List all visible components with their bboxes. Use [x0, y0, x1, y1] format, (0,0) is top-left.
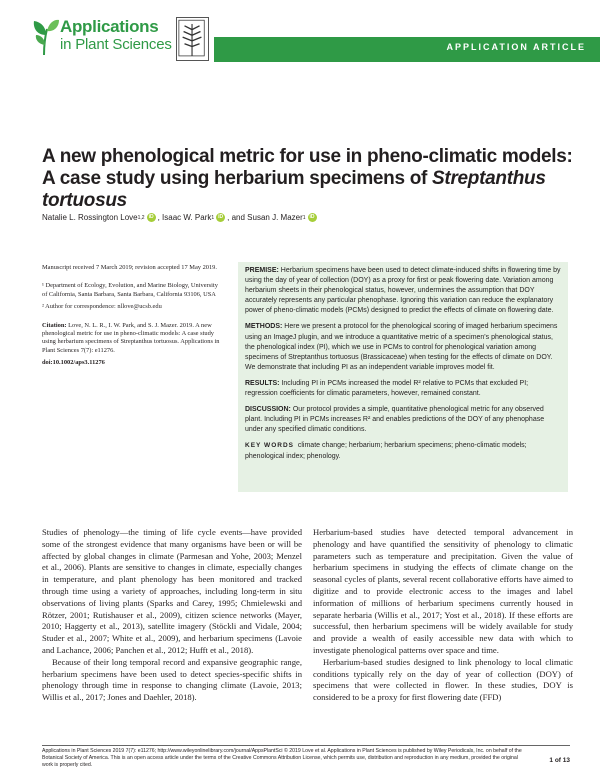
doi[interactable]: [42, 359, 220, 367]
journal-logo: [30, 15, 170, 61]
article-title: [42, 146, 582, 212]
premise-text: Herbarium specimens have been used to detect climate-induced shifts in flowering time by using the day of year of collection (DOY) as a proxy for first or peak flowering date. Variation among herbarium sheets in their phenological status, however, undermines the assumption that DOY accurately represents any particular phenophase. Ignoring this variation can reduce the explanatory power of pheno-climatic models (PCMs) designed to predict the effects of climate on flowering date.: [245, 267, 561, 315]
abstract-premise: [245, 266, 561, 316]
title-species-genus: Streptanthus: [432, 168, 546, 189]
abstract-discussion: [245, 405, 561, 435]
author-1-affil: 1,2: [137, 214, 145, 221]
page-number: 1 of 13: [549, 757, 570, 764]
leaf-logo-icon: [30, 17, 60, 57]
article-type-bar: [214, 37, 600, 62]
author-3-affil: 1: [302, 214, 306, 221]
correspondence: ² Author for correspondence: nllove@ucsb.edu: [42, 303, 162, 311]
results-label: RESULTS:: [245, 379, 280, 387]
author-1: Natalie L. Rossington Love: [42, 213, 138, 222]
keywords-text: climate change; herbarium; herbarium specimens; pheno-climatic models; phenological index; phenology.: [245, 442, 527, 460]
society-seal-icon: [176, 17, 209, 61]
abstract-box: [238, 262, 568, 492]
footer-license: Applications in Plant Sciences 2019 7(7): e11276; http://www.wileyonlinelibrary.com/journal/AppsPlantSci © 2019 Love et al. Applications in Plant Sciences is published by Wiley Periodicals, Inc. on behalf of the Botanical Society of America. This is an open access article under the terms of the Creative Commons Attribution License, which permits use, distribution and reproduction in any medium, provided the original work is properly cited.: [42, 748, 522, 769]
journal-name-line2: in Plant Sciences: [60, 36, 172, 53]
front-matter: [42, 264, 220, 372]
journal-name-line1: Applications: [60, 17, 159, 36]
abstract-methods: [245, 322, 561, 372]
orcid-icon[interactable]: iD: [148, 214, 154, 220]
paragraph: Herbarium-based studies designed to link phenology to local climatic conditions typically rely on the day of year of collection (DOY) of specimens that were collected in flower. In these studies, DOY is considered to be a proxy for first flowering date (FFD): [313, 656, 573, 703]
author-3: , and Susan J. Mazer: [227, 213, 303, 222]
paragraph: Herbarium-based studies have detected temporal advancement in phenology and have quantified the sensitivity of phenology to climatic parameters such as temperature and precipitation. Given the value of herbarium specimens in studying the effects of climate change on the seasonal cycles of plants, several recent collaborative efforts have aimed to digitize and to provide electronic access to the images and label information of millions of herbarium specimens currently housed in separate herbaria (Willis et al., 2017; Yost et al., 2018). If these efforts are successful, then herbarium specimens will be widely available for study and provide a wealth of easily accessible new data with which to investigate phenological patterns over space and time.: [313, 527, 573, 655]
citation: [42, 322, 220, 356]
paragraph: Because of their long temporal record and expansive geographic range, herbarium specimens have been used to detect species-specific shifts in phenology through time in response to changing climate (Lavoie, 2013; Willis et al., 2017; Jones and Daehler, 2018).: [42, 656, 302, 703]
title-species-epithet: tortuosus: [42, 190, 127, 211]
premise-label: PREMISE:: [245, 267, 279, 274]
author-2: , Isaac W. Park: [157, 213, 212, 222]
orcid-icon[interactable]: iD: [309, 214, 315, 220]
title-line2: A case study using herbarium specimens of: [42, 168, 433, 189]
discussion-label: DISCUSSION:: [245, 406, 291, 414]
body-column-right: [313, 527, 573, 704]
author-list: [42, 213, 582, 222]
footer-divider: [42, 745, 570, 746]
citation-text: Love, N. L. R., I. W. Park, and S. J. Mazer. 2019. A new phenological metric for use in pheno-climatic models: A case study using herbarium specimens of Streptanthus tortuosus. Applications in Plant Sciences 7(7): e11276.: [42, 321, 220, 354]
article-type-label: APPLICATION ARTICLE: [446, 42, 586, 52]
title-line1: A new phenological metric for use in pheno-climatic models:: [42, 146, 573, 167]
author-2-affil: 1: [211, 214, 215, 221]
orcid-icon[interactable]: iD: [218, 214, 224, 220]
affiliation: ¹ Department of Ecology, Evolution, and Marine Biology, University of California, Santa Barbara, Santa Barbara, California 93106, USA: [42, 282, 218, 298]
methods-text: Here we present a protocol for the phenological scoring of imaged herbarium specimens using an ImageJ plugin, and we introduce a quantitative metric of a specimen's phenological status, the phenological index (PI), which we use in PCMs to control for phenological variation among specimens of Streptanthus tortuosus (Brassicaceae) when testing for the effects of climate on DOY. We demonstrate that including PI as an independent variable improves model fit.: [245, 323, 558, 371]
keywords: [245, 441, 561, 461]
fern-icon: [177, 18, 208, 60]
abstract-results: [245, 379, 561, 399]
paragraph: Studies of phenology—the timing of life cycle events—have provided some of the strongest evidence that many organisms have been or will be affected by global changes in climate (Parmesan and Yohe, 2003; Menzel et al., 2006). Plants are sensitive to changes in climate, especially changes in temperature, and plant phenology has been monitored and tracked through time using a variety of approaches, including long-term in situ observations of living plants (Sparks and Carey, 1995; Chmielewski and Rötzer, 2001; Rutishauser et al., 2009), citizen science networks (Mayer, 2010; Haggerty et al., 2013), satellite imagery (Stöckli and Vidale, 2004; Studer et al., 2007; White et al., 2009), and herbarium specimens (Lavoie and Lachance, 2006; Panchen et al., 2012; Hufft et al., 2018).: [42, 527, 302, 655]
body-column-left: [42, 527, 302, 704]
doi-text[interactable]: doi:10.1002/aps3.11276: [42, 359, 105, 367]
results-text: Including PI in PCMs increased the model R² relative to PCMs that excluded PI; regression coefficients for climatic parameters, however, remained constant.: [245, 379, 529, 398]
manuscript-dates: Manuscript received 7 March 2019; revision accepted 17 May 2019.: [42, 264, 217, 271]
keywords-label: KEY WORDS: [245, 442, 294, 450]
citation-label: Citation:: [42, 321, 67, 329]
methods-label: METHODS:: [245, 323, 283, 331]
discussion-text: Our protocol provides a simple, quantitative phenological metric for any observed plant. Including PI in PCMs increases R² and enables predictions of the DOY of any phenophase under any specified climatic conditions.: [245, 406, 545, 434]
